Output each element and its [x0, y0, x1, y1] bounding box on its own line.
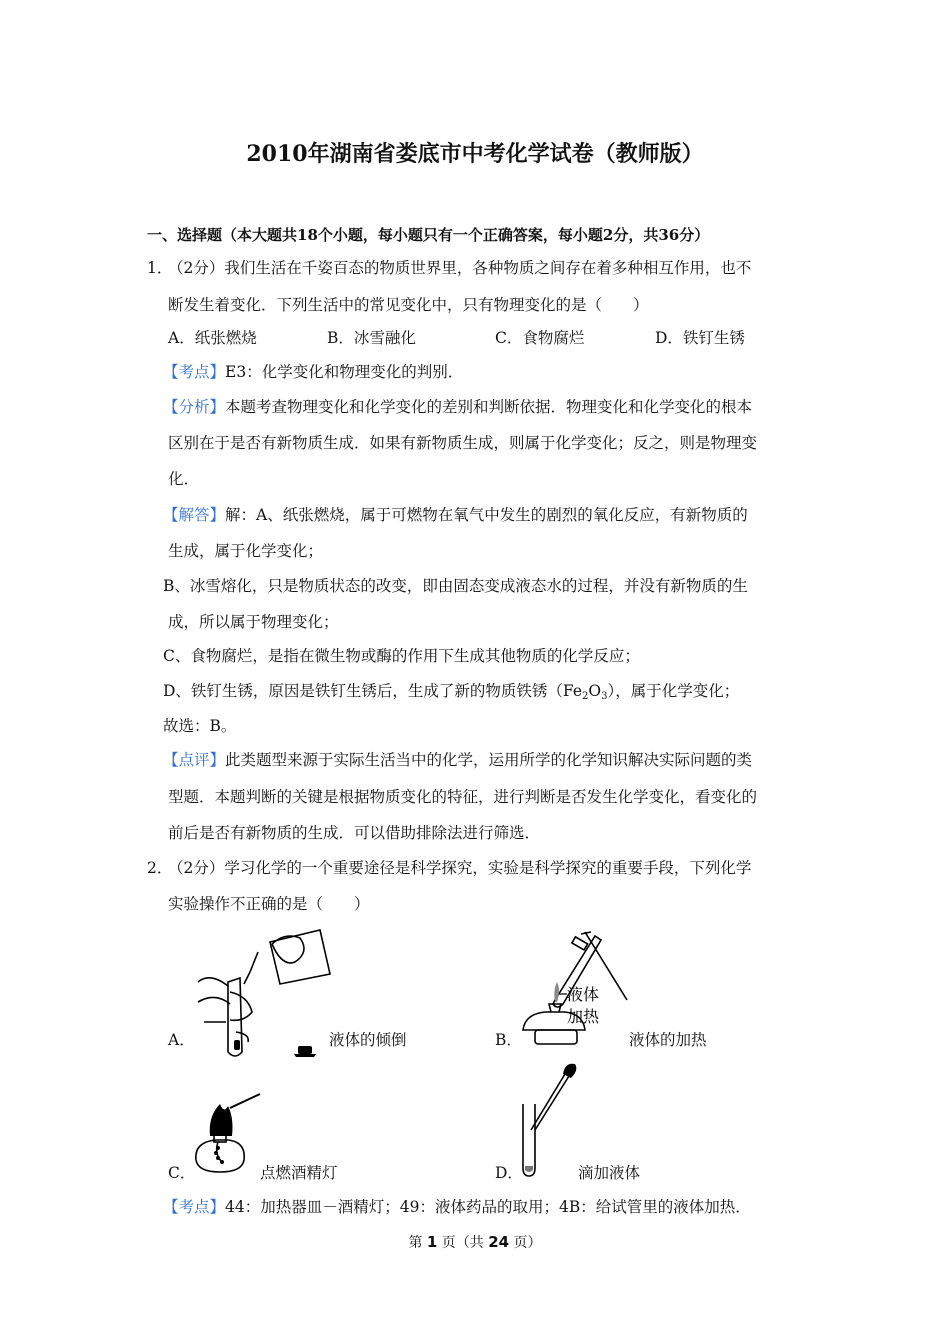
- q2-kaodian-text: 44：加热器皿－酒精灯；49：液体药品的取用；4B：给试管里的液体加热．: [225, 1198, 751, 1216]
- section-heading: 一、选择题（本大题共18个小题，每小题只有一个正确答案，每小题2分，共36分）: [147, 226, 710, 244]
- footer-page-number: 1: [426, 1233, 438, 1251]
- jieda-text-1: 解：A、纸张燃烧，属于可燃物在氧气中发生的剧烈的氧化反应，有新物质的: [225, 506, 748, 524]
- q2-stem-line1: （2分）学习化学的一个重要途径是科学探究，实验是科学探究的重要手段，下列化学: [168, 859, 752, 877]
- dropper-image: [515, 1060, 585, 1178]
- q2-option-d-label: 滴加液体: [578, 1164, 641, 1182]
- q1-dianping: [163, 750, 752, 770]
- subscript-3: 3: [601, 691, 608, 702]
- q2-kaodian-tag: 【考点】: [163, 1198, 226, 1216]
- q1-kaodian: [163, 362, 463, 382]
- fenxi-text-1: 本题考查物理变化和化学变化的差别和判断依据．物理变化和化学变化的根本: [225, 398, 753, 416]
- q2-option-d-letter: D．: [495, 1164, 523, 1182]
- footer-total-pages: 24: [488, 1233, 510, 1251]
- jieda-6-part-b: O: [588, 682, 602, 700]
- q1-option-a: A．纸张燃烧: [168, 329, 257, 347]
- footer-mid: 页（共: [437, 1235, 489, 1251]
- q1-option-b: B．冰雪融化: [327, 329, 416, 347]
- q2-option-a-letter: A．: [168, 1031, 195, 1049]
- q2-option-c-label: 点燃酒精灯: [260, 1164, 338, 1182]
- page-footer: [0, 1232, 950, 1252]
- jieda-text-5: C、食物腐烂，是指在微生物或酶的作用下生成其他物质的化学反应；: [163, 647, 640, 665]
- dianping-text-3: 前后是否有新物质的生成．可以借助排除法进行筛选．: [168, 824, 541, 842]
- q1-fenxi: [163, 397, 752, 417]
- q2-stem-line2: 实验操作不正确的是（ ）: [168, 895, 370, 913]
- q2-option-c-letter: C．: [168, 1164, 196, 1182]
- q1-stem-line2: 断发生着变化．下列生活中的常见变化中，只有物理变化的是（ ）: [168, 296, 649, 314]
- kaodian-text: E3：化学变化和物理变化的判别．: [225, 363, 464, 381]
- fenxi-text-3: 化．: [168, 470, 200, 488]
- q1-jieda: [163, 505, 748, 525]
- kaodian-tag: 【考点】: [163, 363, 226, 381]
- footer-prefix: 第: [408, 1235, 427, 1251]
- pouring-liquid-image: [190, 922, 350, 1057]
- footer-suffix: 页）: [509, 1235, 542, 1251]
- fenxi-text-2: 区别在于是否有新物质生成．如果有新物质生成，则属于化学变化；反之，则是物理变: [168, 434, 758, 452]
- jieda-text-3: B、冰雪熔化，只是物质状态的改变，即由固态变成液态水的过程，并没有新物质的生: [163, 577, 748, 595]
- q1-stem-line1: （2分）我们生活在千姿百态的物质世界里，各种物质之间存在着多种相互作用，也不: [168, 259, 752, 277]
- q2-option-a-label: 液体的倾倒: [329, 1031, 407, 1049]
- jieda-6-part-a: D、铁钉生锈，原因是铁钉生锈后，生成了新的物质铁锈（Fe: [163, 682, 583, 700]
- dianping-text-1: 此类题型来源于实际生活当中的化学，运用所学的化学知识解决实际问题的类: [225, 751, 753, 769]
- q2-number: 2．: [147, 859, 173, 877]
- heating-label-liquid: 液体: [567, 985, 600, 1004]
- jieda-6-part-c: ），属于化学变化；: [607, 682, 740, 700]
- q1-option-d: D．铁钉生锈: [655, 329, 745, 347]
- document-title: 2010年湖南省娄底市中考化学试卷（教师版）: [246, 141, 704, 167]
- jieda-text-6: [163, 681, 739, 701]
- subscript-2: 2: [582, 691, 589, 702]
- jieda-text-2: 生成，属于化学变化；: [168, 542, 324, 560]
- dianping-text-2: 型题．本题判断的关键是根据物质变化的特征，进行判断是否发生化学变化，看变化的: [168, 788, 758, 806]
- alcohol-lamp-image: [188, 1090, 268, 1180]
- jieda-tag: 【解答】: [163, 506, 226, 524]
- q2-option-b-label: 液体的加热: [629, 1031, 707, 1049]
- heating-label-heat: 加热: [567, 1007, 600, 1026]
- fenxi-tag: 【分析】: [163, 398, 226, 416]
- q2-kaodian: [163, 1197, 751, 1217]
- q2-option-b-letter: B．: [495, 1031, 522, 1049]
- dianping-tag: 【点评】: [163, 751, 226, 769]
- jieda-text-7: 故选：B。: [163, 717, 237, 735]
- jieda-text-4: 成，所以属于物理变化；: [168, 613, 339, 631]
- q1-number: 1．: [147, 259, 173, 277]
- q1-option-c: C．食物腐烂: [495, 329, 585, 347]
- heating-liquid-image: [515, 930, 635, 1052]
